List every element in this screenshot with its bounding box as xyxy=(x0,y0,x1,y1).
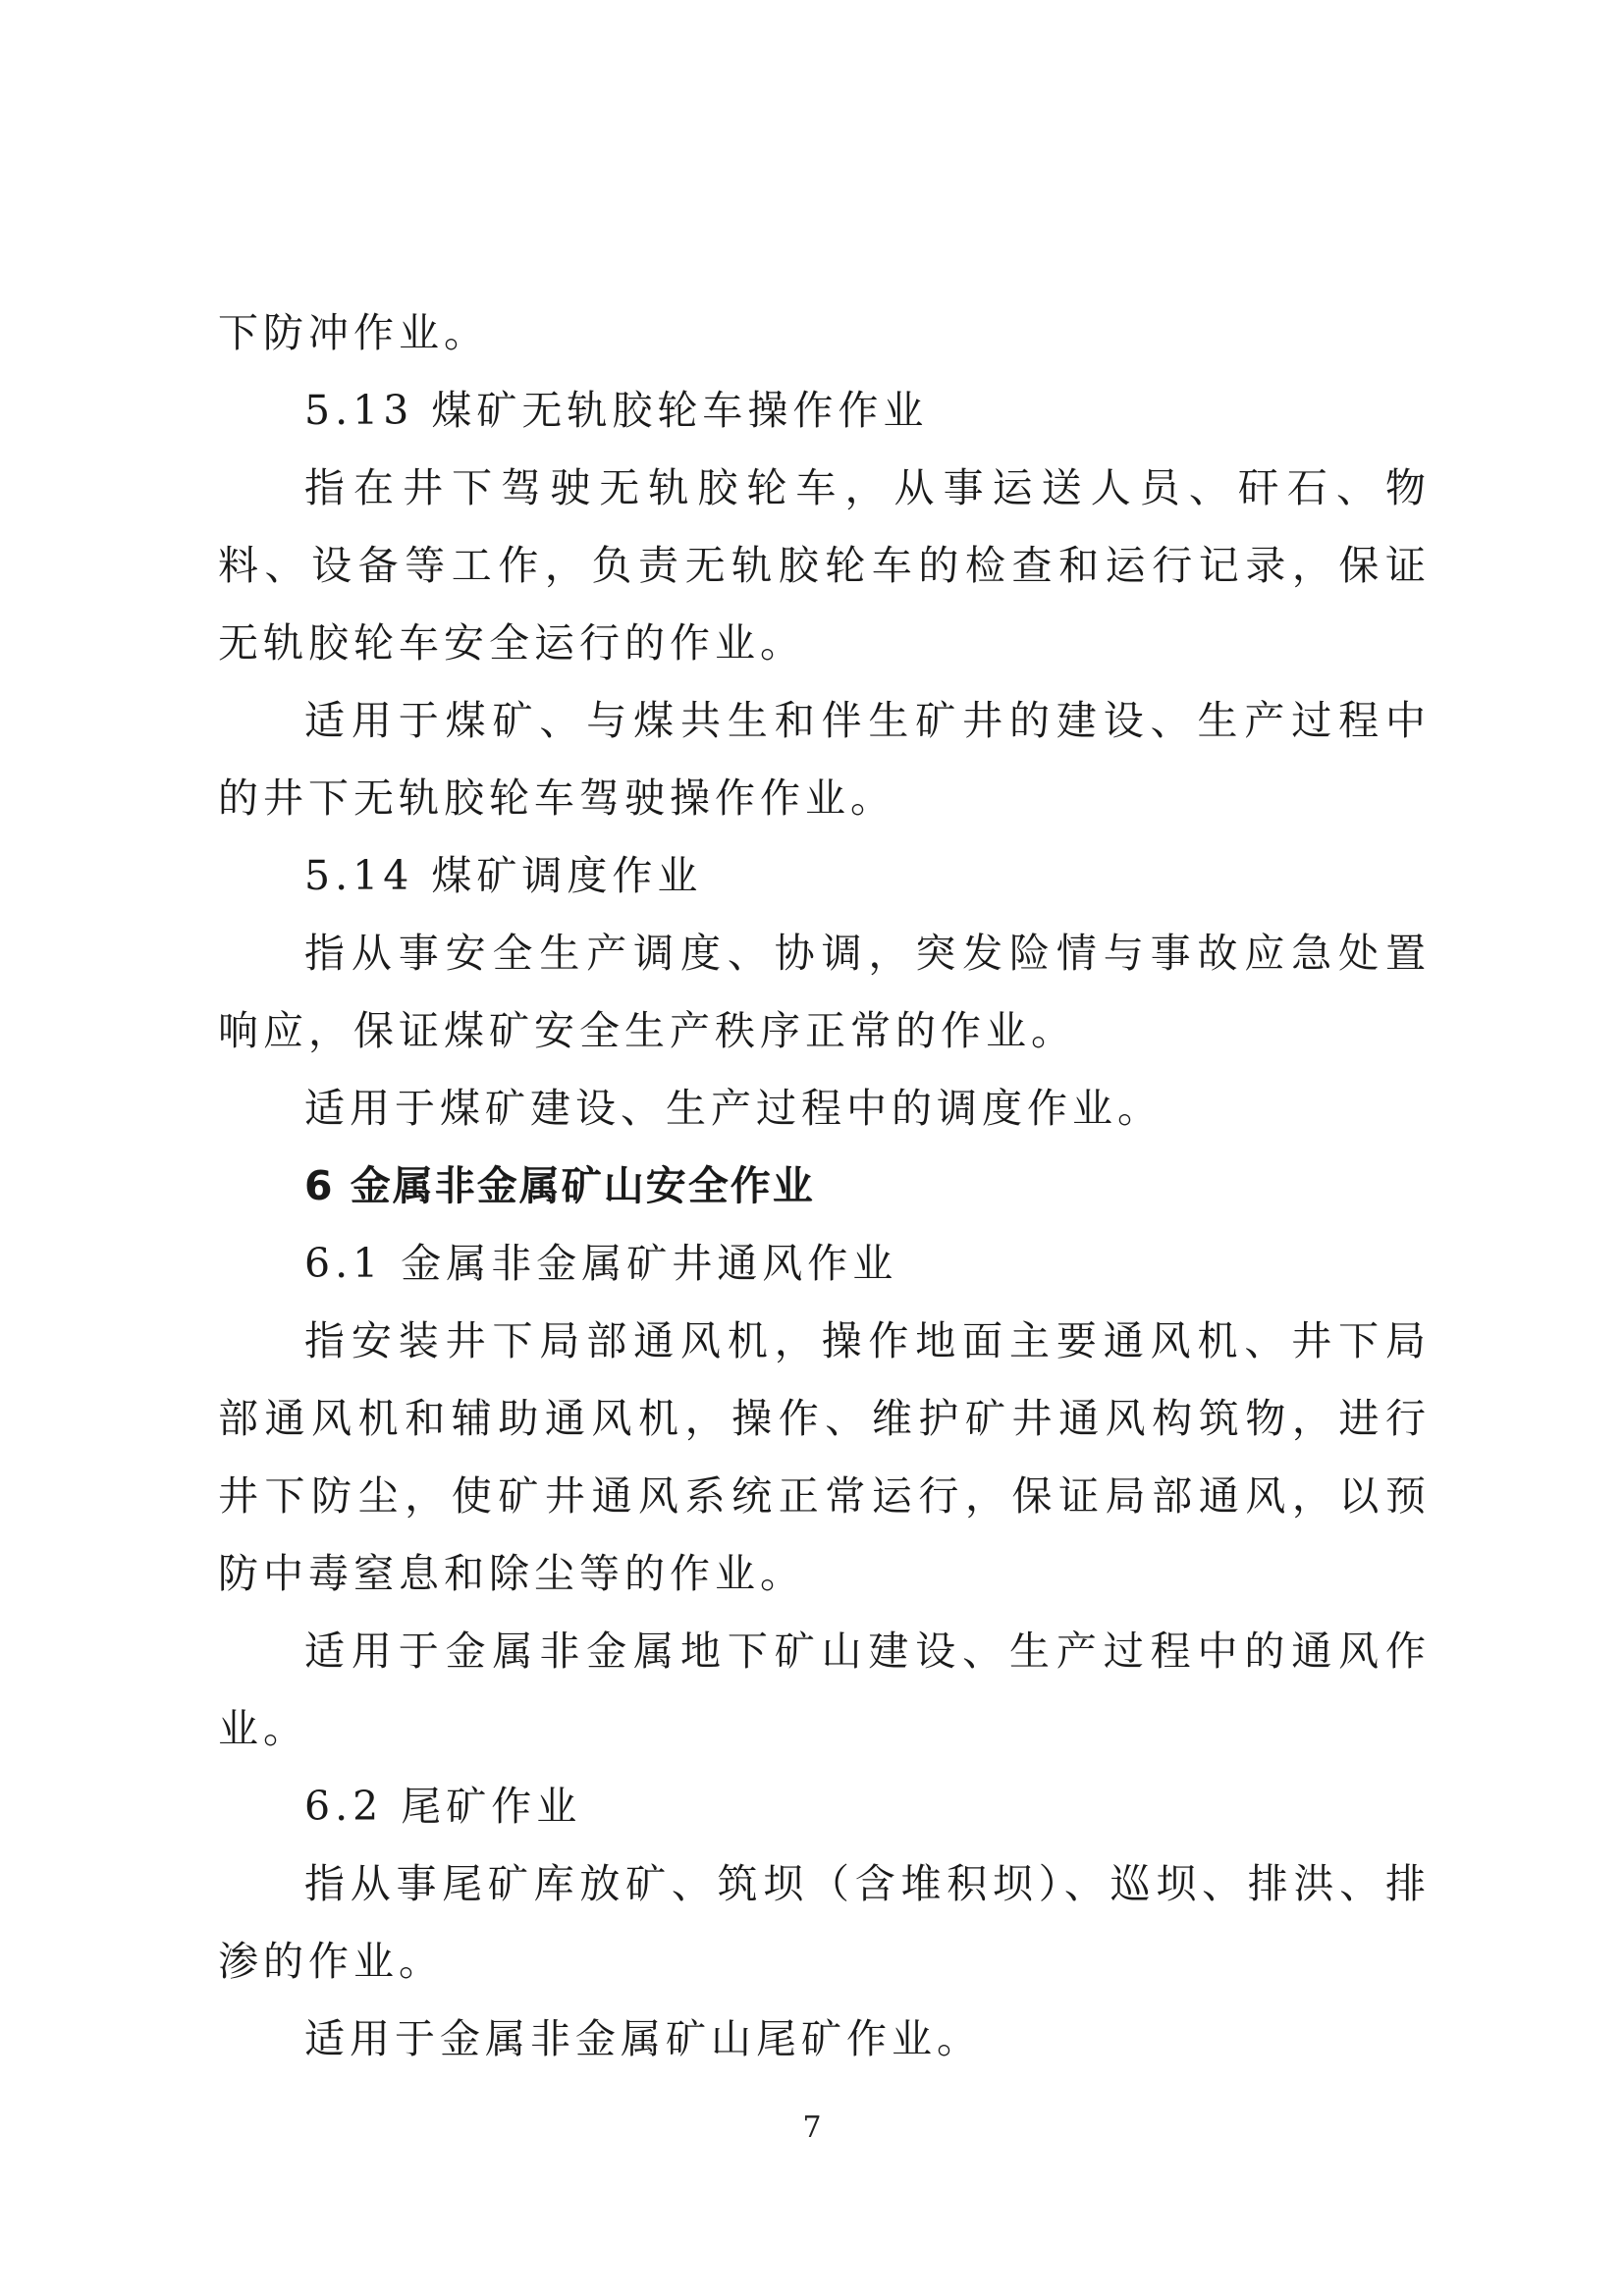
paragraph-scope-6-1: 适用于金属非金属地下矿山建设、生产过程中的通风作业。 xyxy=(218,1628,1431,1752)
paragraph-definition-5-13: 指在井下驾驶无轨胶轮车，从事运送人员、矸石、物料、设备等工作，负责无轨胶轮车的检查和运行记录，保证无轨胶轮车安全运行的作业。 xyxy=(218,464,1431,667)
paragraph-scope-6-2: 适用于金属非金属矿山尾矿作业。 xyxy=(304,2015,982,2062)
paragraph-definition-6-1: 指安装井下局部通风机，操作地面主要通风机、井下局部通风机和辅助通风机，操作、维护矿井通风构筑物，进行井下防尘，使矿井通风系统正常运行，保证局部通风，以预防中毒窒息和除尘等的作业。 xyxy=(218,1317,1431,1597)
paragraph-continuation: 下防冲作业。 xyxy=(218,309,489,356)
chapter-heading-6: 6 金属非金属矿山安全作业 xyxy=(304,1162,815,1209)
section-heading-5-13: 5.13 煤矿无轨胶轮车操作作业 xyxy=(304,387,929,434)
page-number: 7 xyxy=(802,2110,822,2145)
paragraph-scope-5-14: 适用于煤矿建设、生产过程中的调度作业。 xyxy=(304,1085,1163,1132)
paragraph-definition-5-14: 指从事安全生产调度、协调，突发险情与事故应急处置响应，保证煤矿安全生产秩序正常的作业。 xyxy=(218,930,1431,1054)
section-heading-6-2: 6.2 尾矿作业 xyxy=(304,1783,582,1830)
section-heading-6-1: 6.1 金属非金属矿井通风作业 xyxy=(304,1240,898,1287)
section-heading-5-14: 5.14 煤矿调度作业 xyxy=(304,852,703,899)
document-page xyxy=(218,0,1431,2296)
paragraph-scope-5-13: 适用于煤矿、与煤共生和伴生矿井的建设、生产过程中的井下无轨胶轮车驾驶操作作业。 xyxy=(218,697,1431,822)
document-body xyxy=(218,294,1431,2078)
paragraph-definition-6-2: 指从事尾矿库放矿、筑坝（含堆积坝）、巡坝、排洪、排渗的作业。 xyxy=(218,1860,1431,1985)
